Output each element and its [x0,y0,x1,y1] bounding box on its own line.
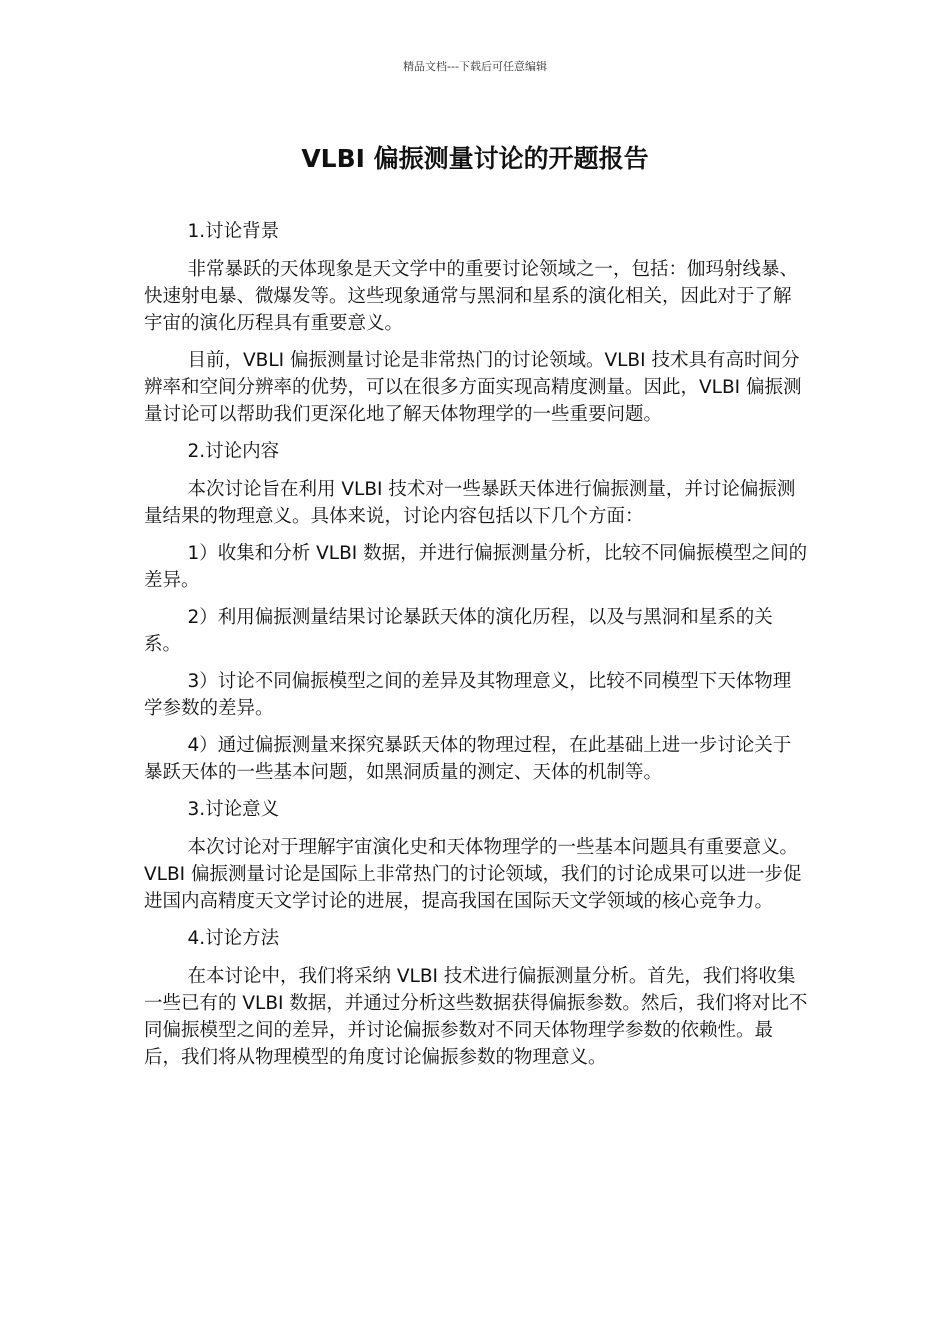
header-note: 精品文档---下载后可任意编辑 [403,60,547,73]
paragraph: 非常暴跃的天体现象是天文学中的重要讨论领域之一，包括：伽玛射线暴、快速射电暴、微爆发等。这些现象通常与黑洞和星系的演化相关，因此对于了解宇宙的演化历程具有重要意义。 [144,259,798,334]
section-heading-content: 2.讨论内容 [187,441,280,462]
paragraph: 本次讨论对于理解宇宙演化史和天体物理学的一些基本问题具有重要意义。VLBI 偏振测量讨论是国际上非常热门的讨论领域，我们的讨论成果可以进一步促进国内高精度天文学讨论的进展，提高我国在国际天文学领域的核心竞争力。 [144,837,802,912]
section-heading-background: 1.讨论背景 [187,221,280,242]
section-heading-method: 4.讨论方法 [187,928,280,949]
list-item: 3）讨论不同偏振模型之间的差异及其物理意义，比较不同模型下天体物理学参数的差异。 [144,671,792,719]
paragraph: 目前，VBLI 偏振测量讨论是非常热门的讨论领域。VLBI 技术具有高时间分辨率和空间分辨率的优势，可以在很多方面实现高精度测量。因此，VLBI 偏振测量讨论可以帮助我们更深化地了解天体物理学的一些重要问题。 [144,350,802,425]
section-heading-significance: 3.讨论意义 [187,799,280,820]
document-body [144,218,808,1081]
paragraph: 在本讨论中，我们将采纳 VLBI 技术进行偏振测量分析。首先，我们将收集一些已有的 VLBI 数据，并通过分析这些数据获得偏振参数。然后，我们将对比不同偏振模型之间的差异，并讨论偏振参数对不同天体物理学参数的依赖性。最后，我们将从物理模型的角度讨论偏振参数的物理意义。 [144,966,808,1068]
list-item: 2）利用偏振测量结果讨论暴跃天体的演化历程，以及与黑洞和星系的关系。 [144,607,773,655]
document-title: VLBI 偏振测量讨论的开题报告 [301,144,649,173]
list-item: 4）通过偏振测量来探究暴跃天体的物理过程，在此基础上进一步讨论关于暴跃天体的一些基本问题，如黑洞质量的测定、天体的机制等。 [144,735,792,783]
list-item: 1）收集和分析 VLBI 数据，并进行偏振测量分析，比较不同偏振模型之间的差异。 [144,543,808,591]
paragraph: 本次讨论旨在利用 VLBI 技术对一些暴跃天体进行偏振测量，并讨论偏振测量结果的物理意义。具体来说，讨论内容包括以下几个方面： [144,479,796,527]
